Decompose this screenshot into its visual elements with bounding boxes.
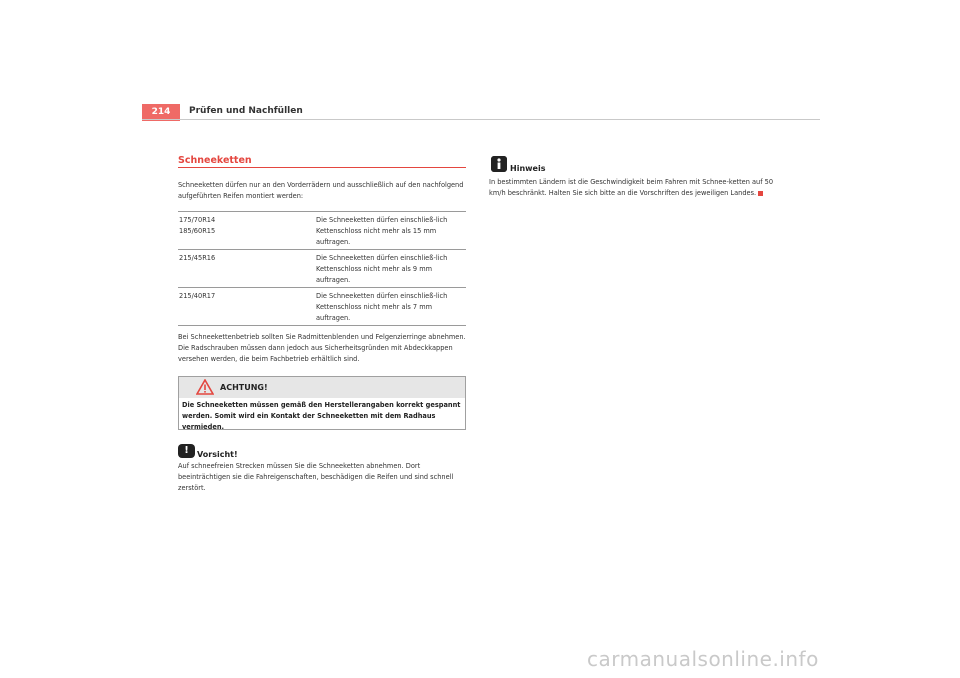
caution-exclamation-icon: ! — [178, 444, 195, 458]
caution-title: Vorsicht! — [197, 450, 238, 459]
tire-size-cell — [178, 288, 314, 326]
tire-size: 185/60R15 — [179, 227, 216, 235]
end-of-section-marker — [758, 191, 763, 196]
caution-text: Auf schneefreien Strecken müssen Sie die Schneeketten abnehmen. Dort beeinträchtigen sie die Fahreigenschaften, beschädigen die Reifen und sind schnell zerstört. — [178, 462, 454, 492]
intro-paragraph: Schneeketten dürfen nur an den Vorderrädern und ausschließlich auf den nachfolgend aufgeführten Reifen montiert werden: — [178, 181, 464, 200]
wheel-trim-paragraph: Bei Schneekettenbetrieb sollten Sie Radmittenblenden und Felgenzierringe abnehmen. Die Radschrauben müssen dann jedoch aus Sicherheitsgründen mit Abdeckkappen versehen werden, die beim Fachbetrieb erhältlich sind. — [178, 333, 466, 363]
table-row — [178, 288, 466, 326]
header-divider — [142, 119, 820, 120]
tire-size: 215/45R16 — [179, 254, 216, 262]
table-row — [178, 250, 466, 288]
note-title: Hinweis — [510, 164, 546, 173]
page-number: 214 — [142, 104, 180, 121]
section-title-underline — [178, 167, 466, 168]
tire-size-cell — [178, 250, 314, 288]
warning-text: Die Schneeketten müssen gemäß den Herstellerangaben korrekt gespannt werden. Somit wird ein Kontakt der Schneeketten mit dem Radhaus vermieden. — [182, 401, 461, 431]
info-note-icon — [491, 156, 507, 172]
tire-size-cell — [178, 212, 314, 250]
warning-triangle-icon — [196, 379, 214, 395]
tire-table — [178, 211, 466, 326]
chain-note-cell: Die Schneeketten dürfen einschließ-lich Kettenschloss nicht mehr als 7 mm auftragen. — [314, 288, 466, 326]
tire-size: 215/40R17 — [179, 292, 216, 300]
note-text: In bestimmten Ländern ist die Geschwindigkeit beim Fahren mit Schnee-ketten auf 50 km/h beschränkt. Halten Sie sich bitte an die Vorschriften des jeweiligen Landes. — [489, 178, 774, 197]
running-title: Prüfen und Nachfüllen — [189, 106, 303, 116]
warning-box — [178, 376, 466, 430]
warning-header — [179, 377, 465, 398]
note-text-container — [489, 177, 779, 199]
chain-note-cell: Die Schneeketten dürfen einschließ-lich Kettenschloss nicht mehr als 9 mm auftragen. — [314, 250, 466, 288]
section-title: Schneeketten — [178, 155, 252, 166]
chain-note-cell: Die Schneeketten dürfen einschließ-lich Kettenschloss nicht mehr als 15 mm auftragen. — [314, 212, 466, 250]
watermark: carmanualsonline.info — [587, 647, 819, 671]
warning-title: ACHTUNG! — [220, 383, 268, 392]
tire-size: 175/70R14 — [179, 216, 216, 224]
table-row — [178, 212, 466, 250]
